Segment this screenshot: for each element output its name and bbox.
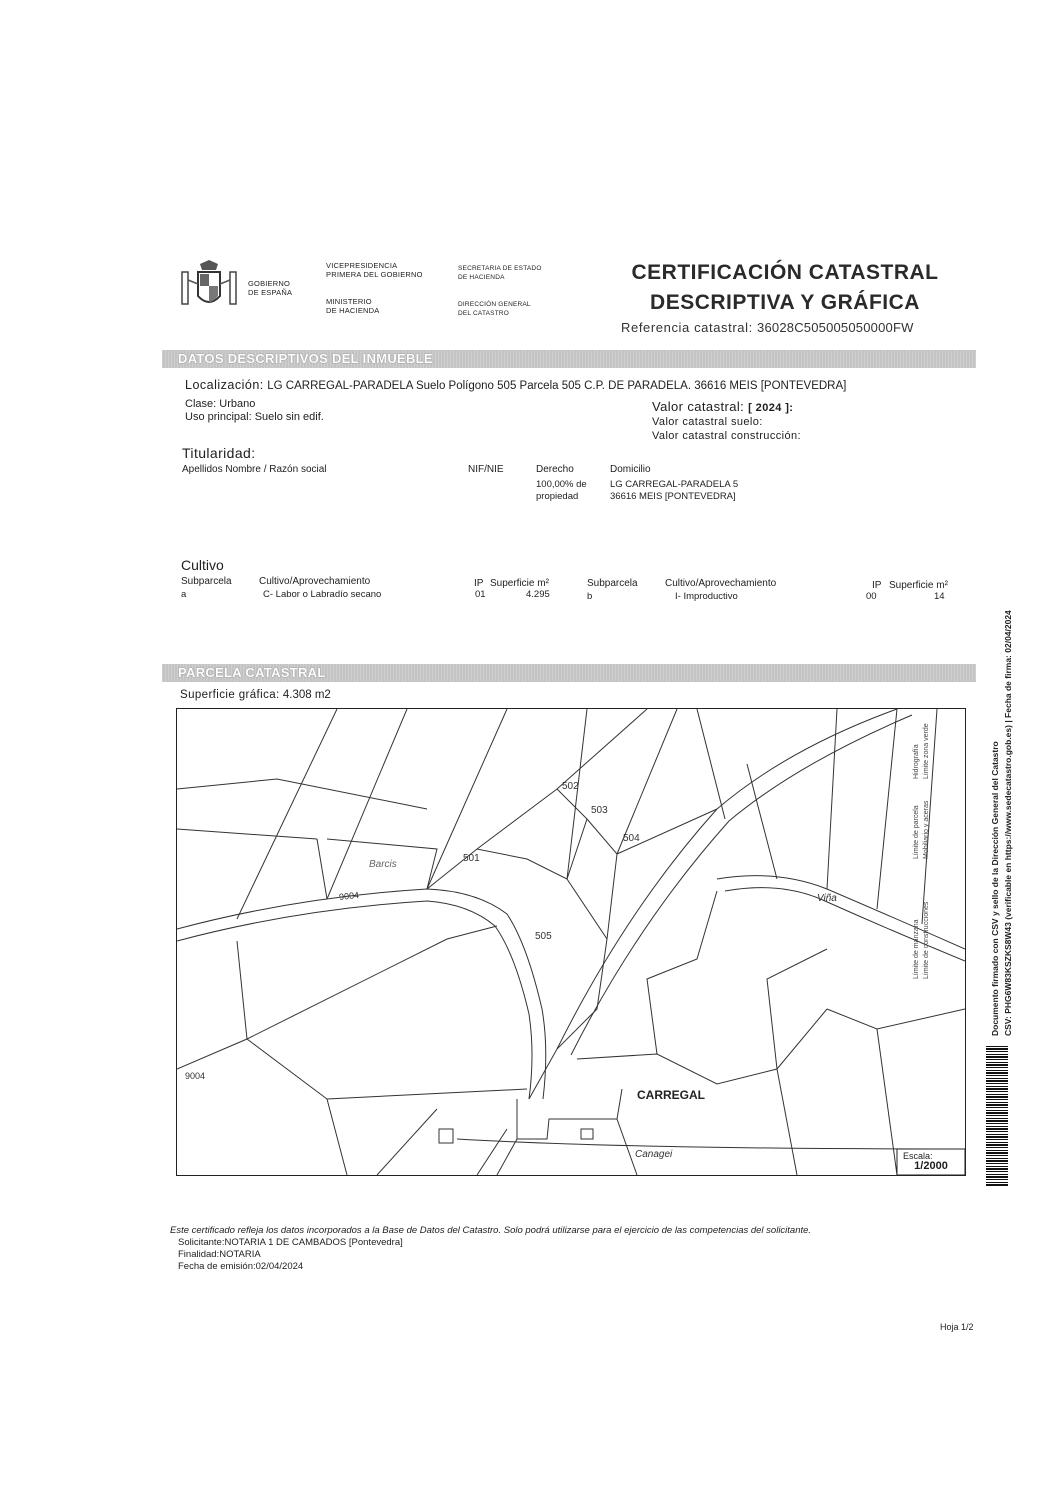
- cultivo-col-sup-a: Superficie m²: [490, 578, 549, 589]
- parcel-503-label: 503: [591, 805, 608, 816]
- gobierno-label: GOBIERNO DE ESPAÑA: [248, 279, 293, 297]
- clase: Clase: Urbano: [185, 398, 256, 410]
- referencia-catastral: Referencia catastral: 36028C505005050000FW: [621, 320, 914, 335]
- legend-item-parcela: Límite de parcela: [913, 805, 920, 859]
- superficie-grafica: Superficie gráfica: 4.308 m2: [180, 689, 331, 701]
- canagei-label: Canagei: [635, 1149, 673, 1160]
- carregal-label: CARREGAL: [637, 1088, 705, 1102]
- barcis-label: Barcis: [369, 859, 397, 870]
- cultivo-row-b: b I- Improductivo 00 14: [587, 591, 945, 602]
- legend-item-construcciones: Límite de construcciones: [923, 901, 930, 979]
- solicitante: Solicitante:NOTARIA 1 DE CAMBADOS [Pontevedra]: [178, 1237, 403, 1248]
- cultivo-col-sup-b: Superficie m²: [889, 580, 948, 591]
- col-nombre: Apellidos Nombre / Razón social: [182, 464, 327, 475]
- uso-principal: Uso principal: Suelo sin edif.: [185, 411, 324, 423]
- coat-of-arms-icon: [178, 258, 240, 314]
- cultivo-col-cultivo-a: Cultivo/Aprovechamiento: [259, 576, 371, 587]
- escala-box: Escala: 1/2000: [903, 1151, 948, 1172]
- derecho-value: 100,00% de propiedad: [536, 479, 587, 502]
- localizacion: Localización: LG CARREGAL-PARADELA Suelo Polígono 505 Parcela 505 C.P. DE PARADELA. 36616 MEIS [PONTEVEDRA]: [185, 378, 847, 392]
- cultivo-row-a: a C- Labor o Labradío secano 01 4.295: [181, 589, 550, 600]
- vicepresidencia-label: VICEPRESIDENCIA PRIMERA DEL GOBIERNO: [326, 261, 423, 279]
- secretaria-label: SECRETARIA DE ESTADO DE HACIENDA: [458, 265, 542, 281]
- csv-signature-line1: Documento firmado con CSV y sello de la Dirección General del Catastro: [990, 741, 1000, 1036]
- cultivo-heading: Cultivo: [181, 557, 224, 573]
- titularidad-heading: Titularidad:: [182, 445, 256, 461]
- fecha-emision: Fecha de emisión:02/04/2024: [178, 1261, 304, 1272]
- parcel-501-label: 501: [463, 853, 480, 864]
- col-domicilio: Domicilio: [610, 464, 651, 475]
- parcel-504-label: 504: [623, 833, 640, 844]
- section-datos-bar: [162, 350, 976, 368]
- document-title: CERTIFICACIÓN CATASTRAL DESCRIPTIVA Y GRÁFICA: [631, 261, 939, 314]
- cultivo-col-subparcela-b: Subparcela: [587, 578, 638, 589]
- finalidad: Finalidad:NOTARIA: [178, 1249, 261, 1260]
- map-drawing: [177, 709, 965, 1175]
- legend-item-manzana: Límite de manzana: [913, 919, 920, 979]
- road-9004-label-left: 9004: [185, 1071, 206, 1081]
- ministerio-label: MINISTERIO DE HACIENDA: [326, 297, 380, 315]
- valor-catastral: Valor catastral: [ 2024 ]:: [652, 399, 794, 414]
- direccion-label: DIRECCIÓN GENERAL DEL CATASTRO: [458, 301, 531, 317]
- vina-label: Viña: [817, 893, 837, 904]
- road-9004-label-top: 9004: [338, 889, 360, 903]
- parcel-505-label: 505: [535, 931, 552, 942]
- col-derecho: Derecho: [536, 464, 574, 475]
- cadastral-map: [176, 708, 966, 1176]
- cultivo-col-subparcela-a: Subparcela: [181, 576, 232, 587]
- cultivo-col-ip-b: IP: [872, 580, 882, 591]
- cultivo-col-cultivo-b: Cultivo/Aprovechamiento: [665, 578, 777, 589]
- csv-signature-line2: CSV: PHG6W83KSZKS8W43 (verificable en https://www.sedecatastro.gob.es) | Fecha de firma: 02/04/2024: [1003, 610, 1013, 1036]
- valor-construccion: Valor catastral construcción:: [652, 430, 801, 442]
- disclaimer: Este certificado refleja los datos incorporados a la Base de Datos del Catastro. Solo podrá utilizarse para el ejercicio de las competencias del solicitante.: [170, 1225, 812, 1236]
- parcel-502-label: 502: [562, 781, 579, 792]
- section-parcela-bar: [162, 664, 976, 682]
- domicilio-value: LG CARREGAL-PARADELA 5 36616 MEIS [PONTEVEDRA]: [610, 479, 739, 502]
- valor-suelo: Valor catastral suelo:: [652, 416, 763, 428]
- page-number: Hoja 1/2: [940, 1322, 974, 1332]
- map-legend: [877, 709, 937, 1147]
- col-nif: NIF/NIE: [468, 464, 504, 475]
- legend-item-hidrografia: Hidrografía: [913, 744, 920, 779]
- legend-item-zona-verde: Límite zona verde: [923, 723, 930, 779]
- cultivo-col-ip-a: IP: [474, 578, 484, 589]
- legend-item-mobiliario: Mobiliario y aceras: [923, 800, 930, 859]
- section-datos-title: DATOS DESCRIPTIVOS DEL INMUEBLE: [178, 351, 433, 366]
- barcode-icon: [986, 1046, 1008, 1186]
- section-parcela-title: PARCELA CATASTRAL: [178, 665, 326, 680]
